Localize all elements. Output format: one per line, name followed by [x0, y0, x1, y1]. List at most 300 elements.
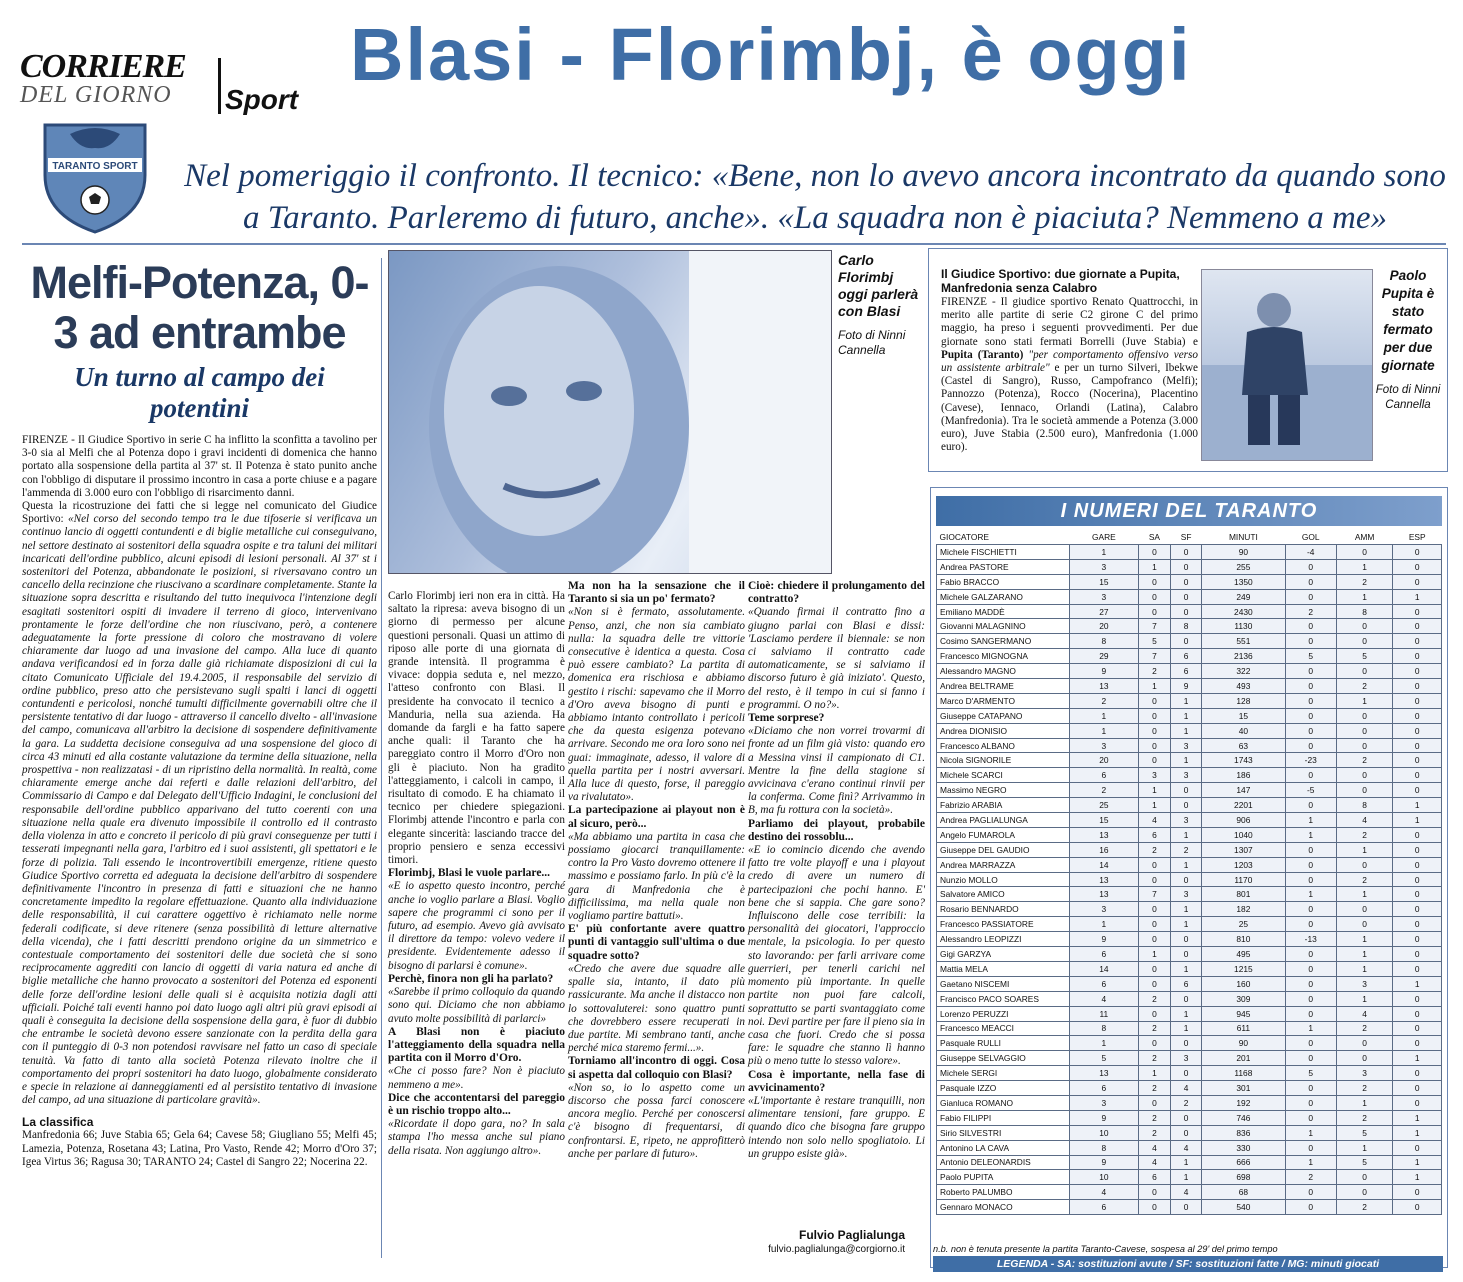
stat-cell: 0 [1171, 604, 1202, 619]
stat-cell: 1215 [1202, 961, 1286, 976]
giudice-text-bold: Pupita (Taranto) [941, 348, 1024, 361]
stats-column-header: SF [1180, 532, 1192, 542]
stats-row [937, 1006, 1442, 1021]
interview-question: La partecipazione ai playout non è al sicuro, però... [568, 804, 745, 830]
stat-cell: 7 [1138, 619, 1170, 634]
stats-row [937, 545, 1442, 560]
stat-cell: 0 [1138, 917, 1170, 932]
stats-row [937, 1185, 1442, 1200]
stat-cell: 1 [1171, 857, 1202, 872]
stat-cell: 2 [1336, 1021, 1393, 1036]
stat-cell: 0 [1393, 1200, 1442, 1215]
stat-cell: 20 [1070, 753, 1139, 768]
stats-row [937, 947, 1442, 962]
stat-cell: 2 [1336, 679, 1393, 694]
interview-answer: «L'importante è restare tranquilli, non alimentare tensioni, fare gruppo. E quando dico che bisogna fare gruppo intendo non solo nello spogliatoio. Li un gruppo esiste già». [748, 1094, 925, 1160]
stat-cell: 0 [1336, 664, 1393, 679]
stats-row [937, 634, 1442, 649]
stat-cell: 8 [1070, 1021, 1139, 1036]
player-name: Alessandro MAGNO [937, 664, 1070, 679]
stat-cell: 1 [1171, 917, 1202, 932]
stat-cell: 0 [1285, 976, 1336, 991]
stat-cell: 309 [1202, 991, 1286, 1006]
stat-cell: 2201 [1202, 798, 1286, 813]
stat-cell: 2 [1285, 604, 1336, 619]
stat-cell: 5 [1138, 634, 1170, 649]
masthead-divider [218, 58, 221, 114]
stat-cell: 2 [1336, 1110, 1393, 1125]
player-name: Michele SCARCI [937, 768, 1070, 783]
stats-table [936, 530, 1442, 1215]
stat-cell: 9 [1171, 679, 1202, 694]
stat-cell: 330 [1202, 1140, 1286, 1155]
player-name: Nicola SIGNORILE [937, 753, 1070, 768]
stat-cell: 0 [1138, 1006, 1170, 1021]
stat-cell: 255 [1202, 559, 1286, 574]
interview-question: Teme sorprese? [748, 712, 825, 725]
florimbj-photo [388, 250, 832, 574]
stat-cell: 1203 [1202, 857, 1286, 872]
stat-cell: 0 [1138, 693, 1170, 708]
stat-cell: 0 [1138, 738, 1170, 753]
player-name: Michele FISCHIETTI [937, 545, 1070, 560]
article-subtitle: Un turno al campo dei potentini [74, 362, 325, 423]
stat-cell: 2 [1336, 872, 1393, 887]
photo1-credit: Foto di Ninni Cannella [838, 328, 906, 357]
stat-cell: 0 [1285, 708, 1336, 723]
stat-cell: 0 [1171, 1125, 1202, 1140]
stat-cell: 0 [1171, 1066, 1202, 1081]
stat-cell: -23 [1285, 753, 1336, 768]
stat-cell: 0 [1171, 947, 1202, 962]
stat-cell: 2 [1138, 1021, 1170, 1036]
stat-cell: 906 [1202, 813, 1286, 828]
stat-cell: 9 [1070, 1110, 1139, 1125]
stat-cell: 0 [1138, 545, 1170, 560]
stat-cell: 2 [1138, 842, 1170, 857]
stat-cell: 0 [1393, 679, 1442, 694]
stat-cell: 2 [1336, 1200, 1393, 1215]
stat-cell: 0 [1285, 679, 1336, 694]
interview-answer: «Che ci posso fare? Non è piaciuto nemmeno a me». [388, 1065, 565, 1091]
stat-cell: 14 [1070, 857, 1139, 872]
stats-row [937, 574, 1442, 589]
stat-cell: 2 [1070, 783, 1139, 798]
stat-cell: 0 [1285, 768, 1336, 783]
stat-cell: 1 [1285, 813, 1336, 828]
stat-cell: 2 [1138, 1081, 1170, 1096]
interview-question: E' più confortante avere quattro punti di vantaggio sull'ultima o due squadre sotto? [568, 923, 745, 962]
player-name: Andrea MARRAZZA [937, 857, 1070, 872]
stats-title: I NUMERI DEL TARANTO [936, 496, 1442, 526]
stat-cell: 13 [1070, 872, 1139, 887]
stat-cell: 1 [1393, 1170, 1442, 1185]
stats-row [937, 1036, 1442, 1051]
stat-cell: 4 [1171, 1081, 1202, 1096]
stat-cell: 1 [1171, 902, 1202, 917]
stat-cell: 0 [1393, 1095, 1442, 1110]
interview-column-2 [568, 580, 745, 1161]
stats-row [937, 842, 1442, 857]
interview-question: Florimbj, Blasi le vuole parlare... [388, 867, 551, 880]
stat-cell: 1 [1393, 976, 1442, 991]
stat-cell: 0 [1393, 768, 1442, 783]
stat-cell: 1 [1336, 842, 1393, 857]
stat-cell: 0 [1285, 842, 1336, 857]
stat-cell: 182 [1202, 902, 1286, 917]
stat-cell: 1 [1336, 947, 1393, 962]
author-name: Fulvio Paglialunga [798, 1228, 905, 1242]
stats-row [937, 589, 1442, 604]
page-headline: Blasi - Florimbj, è oggi [350, 13, 1192, 96]
stat-cell: 2 [1171, 1095, 1202, 1110]
stat-cell: 0 [1393, 902, 1442, 917]
stats-row [937, 798, 1442, 813]
player-name: Giuseppe CATAPANO [937, 708, 1070, 723]
stat-cell: 2 [1336, 574, 1393, 589]
stats-row [937, 768, 1442, 783]
stat-cell: 0 [1393, 932, 1442, 947]
stat-cell: 5 [1336, 1125, 1393, 1140]
stat-cell: 1 [1285, 827, 1336, 842]
stats-column-header: MINUTI [1228, 532, 1258, 542]
player-name: Emiliano MADDÈ [937, 604, 1070, 619]
stats-row [937, 1170, 1442, 1185]
stats-row [937, 872, 1442, 887]
stat-cell: 301 [1202, 1081, 1286, 1096]
stat-cell: 1 [1336, 961, 1393, 976]
stat-cell: 6 [1070, 1081, 1139, 1096]
stat-cell: 1 [1070, 708, 1139, 723]
stat-cell: 0 [1171, 991, 1202, 1006]
stats-row [937, 664, 1442, 679]
stat-cell: 0 [1393, 693, 1442, 708]
interview-answer: «Non so, io lo aspetto come un discorso che possa farci conoscere ancora meglio. Perché per conoscersi c'è bisogno di frequentarsi, di confrontarsi. E, ripeto, ne approfitterò anche per parlare di futuro». [568, 1081, 745, 1160]
stat-cell: 2 [1138, 664, 1170, 679]
player-name: Gigi GARZYA [937, 947, 1070, 962]
stat-cell: 4 [1070, 991, 1139, 1006]
stat-cell: 1 [1171, 723, 1202, 738]
stat-cell: 2 [1285, 1170, 1336, 1185]
stat-cell: 746 [1202, 1110, 1286, 1125]
stats-row [937, 1021, 1442, 1036]
stats-header-row [937, 530, 1442, 545]
stat-cell: 0 [1138, 902, 1170, 917]
stat-cell: 25 [1070, 798, 1139, 813]
column-rule [381, 258, 382, 1258]
stat-cell: 2 [1070, 693, 1139, 708]
player-name: Francesco MIGNOGNA [937, 649, 1070, 664]
stat-cell: 1170 [1202, 872, 1286, 887]
stat-cell: 0 [1138, 976, 1170, 991]
stat-cell: 3 [1138, 768, 1170, 783]
masthead-line2: DEL GIORNO [20, 82, 172, 108]
photo2-caption [1375, 267, 1441, 413]
stat-cell: 1 [1285, 1021, 1336, 1036]
stats-row [937, 1200, 1442, 1215]
stat-cell: 540 [1202, 1200, 1286, 1215]
stat-cell: 6 [1138, 1170, 1170, 1185]
stat-cell: 666 [1202, 1155, 1286, 1170]
stat-cell: 0 [1393, 887, 1442, 902]
interview-question: Dice che accontentarsi del pareggio è un rischio troppo alto... [388, 1091, 565, 1117]
stat-cell: 0 [1285, 693, 1336, 708]
stat-cell: 2 [1336, 1081, 1393, 1096]
giudice-text [941, 296, 1198, 454]
stat-cell: 836 [1202, 1125, 1286, 1140]
stat-cell: 1 [1285, 1125, 1336, 1140]
interview-answer: «Ma abbiamo una partita in casa che possiamo giocarci tranquillamente: contro la Pro Vasto dovremo ottenere il massimo e possiamo farlo. In più c'è la gara di Manfredonia che è difficilissima, ma nella quale non vogliamo partire battuti». [568, 830, 745, 923]
stat-cell: 0 [1285, 947, 1336, 962]
stat-cell: 0 [1393, 559, 1442, 574]
stat-cell: 1 [1138, 798, 1170, 813]
stat-cell: 3 [1171, 887, 1202, 902]
stats-row [937, 813, 1442, 828]
player-name: Alessandro LEOPIZZI [937, 932, 1070, 947]
stat-cell: 611 [1202, 1021, 1286, 1036]
stats-row [937, 1081, 1442, 1096]
stats-row [937, 961, 1442, 976]
player-name: Mattia MELA [937, 961, 1070, 976]
interview-question: Cioè: chiedere il prolungamento del contratto? [748, 580, 925, 606]
stat-cell: -4 [1285, 545, 1336, 560]
stats-column-header: ESP [1408, 532, 1426, 542]
photo2-caption-text: Paolo Pupita è stato fermato per due giornate [1381, 268, 1435, 373]
giudice-text-italic: "per comportamento offensivo verso un assistente arbitrale" [941, 348, 1198, 375]
player-name: Massimo NEGRO [937, 783, 1070, 798]
stat-cell: 0 [1285, 738, 1336, 753]
player-name: Gianluca ROMANO [937, 1095, 1070, 1110]
player-name: Michele SERGI [937, 1066, 1070, 1081]
stats-column-header: GIOCATORE [939, 532, 989, 542]
player-name: Sirio SILVESTRI [937, 1125, 1070, 1140]
player-name: Roberto PALUMBO [937, 1185, 1070, 1200]
stat-cell: 15 [1070, 574, 1139, 589]
stat-cell: 0 [1285, 798, 1336, 813]
stat-cell: 0 [1285, 1051, 1336, 1066]
stats-row [937, 679, 1442, 694]
stat-cell: 4 [1138, 813, 1170, 828]
stat-cell: 63 [1202, 738, 1286, 753]
stat-cell: 551 [1202, 634, 1286, 649]
stat-cell: 249 [1202, 589, 1286, 604]
stat-cell: 0 [1285, 857, 1336, 872]
player-name: Andrea PASTORE [937, 559, 1070, 574]
interview-answer: «Non si è fermato, assolutamente. Penso, anzi, che non sia cambiato nulla: la squadra delle tre vittorie consecutive è identica a questa. Cosa può essere cambiato? La partita di domenica era rischiosa e abbiamo gestito i rischi: sapevamo che il Morro d'Oro aveva bisogno di punti e abbiamo intanto controllato i pericoli che da questa esigenza potevano arrivare. Secondo me ora loro sono nei guai: immaginate, adesso, il valore di quella partita per i nostri avversari. Alla luce di questo, forse, il pareggio va rivalutato». [568, 606, 745, 804]
stats-row [937, 827, 1442, 842]
stat-cell: 8 [1070, 634, 1139, 649]
player-name: Gennaro MONACO [937, 1200, 1070, 1215]
stat-cell: 0 [1285, 1140, 1336, 1155]
stat-cell: 2 [1138, 1110, 1170, 1125]
stat-cell: 0 [1393, 947, 1442, 962]
stats-row [937, 1125, 1442, 1140]
stats-row [937, 1066, 1442, 1081]
stat-cell: 0 [1393, 1081, 1442, 1096]
article-paragraph-2-intro: Questa la ricostruzione dei fatti che si legge nel comunicato del Giudice Sportivo: [22, 500, 377, 526]
interview-answer: «Quando firmai il contratto fino a giugno parlai con Blasi e dissi: 'Lasciamo perdere il biennale: se non ci salviamo il contratto cade automaticamente, se si salviamo il discorso futuro è già iniziato'. Questo, del resto, è il tempo in cui si fanno i programmi. O no?». [748, 606, 925, 711]
stat-cell: 90 [1202, 545, 1286, 560]
article-paragraph-1: FIRENZE - Il Giudice Sportivo in serie C ha inflitto la sconfitta a tavolino per 3-0 sia al Melfi che al Potenza dopo i gravi incidenti di domenica che hanno portato alla sospensione della partita al 37' st. Il Potenza è stato punito anche con l'obbligo di disputare il prossimo incontro in casa a porte chiuse e a pagare l'ammenda di 3.000 euro con l'obbligo di risarcimento danni. [22, 434, 377, 499]
stat-cell: 0 [1393, 649, 1442, 664]
shield-label: TARANTO SPORT [52, 161, 138, 172]
stats-row [937, 932, 1442, 947]
stats-column-header: GARE [1092, 532, 1116, 542]
stat-cell: 1 [1336, 887, 1393, 902]
stat-cell: 6 [1138, 827, 1170, 842]
player-name: Andrea BELTRAME [937, 679, 1070, 694]
stat-cell: 1 [1393, 1110, 1442, 1125]
stat-cell: 5 [1285, 649, 1336, 664]
stat-cell: 0 [1393, 664, 1442, 679]
stat-cell: 1 [1171, 961, 1202, 976]
player-name: Giuseppe SELVAGGIO [937, 1051, 1070, 1066]
stat-cell: 3 [1070, 589, 1139, 604]
player-name: Andrea PAGLIALUNGA [937, 813, 1070, 828]
stats-body [937, 545, 1442, 1215]
stat-cell: 27 [1070, 604, 1139, 619]
stat-cell: 0 [1336, 768, 1393, 783]
subheadline: Nel pomeriggio il confronto. Il tecnico: «Bene, non lo avevo ancora incontrato da quando sono a Taranto. Parleremo di futuro, anche». «La squadra non è piaciuta? Nemmeno a me» [184, 158, 1446, 236]
stat-cell: 192 [1202, 1095, 1286, 1110]
stat-cell: 322 [1202, 664, 1286, 679]
stat-cell: 0 [1138, 1185, 1170, 1200]
stats-row [937, 1155, 1442, 1170]
stat-cell: 801 [1202, 887, 1286, 902]
stats-row [937, 708, 1442, 723]
stat-cell: 0 [1393, 545, 1442, 560]
player-name: Francesco MEACCI [937, 1021, 1070, 1036]
stat-cell: 201 [1202, 1051, 1286, 1066]
stat-cell: 0 [1336, 917, 1393, 932]
stat-cell: 6 [1070, 947, 1139, 962]
stat-cell: 0 [1138, 1036, 1170, 1051]
stat-cell: 0 [1393, 619, 1442, 634]
article-body [22, 434, 377, 1107]
stat-cell: 0 [1171, 783, 1202, 798]
stat-cell: 0 [1285, 634, 1336, 649]
player-name: Rosario BENNARDO [937, 902, 1070, 917]
stat-cell: 1350 [1202, 574, 1286, 589]
stat-cell: -13 [1285, 932, 1336, 947]
stat-cell: 1 [1336, 1095, 1393, 1110]
stat-cell: 40 [1202, 723, 1286, 738]
stat-cell: 128 [1202, 693, 1286, 708]
article-paragraph-2 [22, 500, 377, 1107]
stat-cell: 3 [1336, 976, 1393, 991]
stat-cell: 29 [1070, 649, 1139, 664]
stat-cell: 6 [1070, 1200, 1139, 1215]
stats-row [937, 559, 1442, 574]
top-rule [22, 243, 1446, 245]
interview-question: Perchè, finora non gli ha parlato? [388, 972, 554, 985]
stat-cell: -5 [1285, 783, 1336, 798]
stat-cell: 0 [1171, 545, 1202, 560]
stat-cell: 3 [1171, 1051, 1202, 1066]
stat-cell: 698 [1202, 1170, 1286, 1185]
classifica-text: Manfredonia 66; Juve Stabia 65; Gela 64; Cavese 58; Giugliano 55; Melfi 45; Lamezia, Potenza, Rosetana 43; Latina, Pro Vasto, Rende 42; Morro d'Oro 37; Igea Virtus 36; Ragusa 30; TARANTO 24; Castel di Sangro 22; Nocerina 22. [22, 1129, 377, 1168]
stat-cell: 0 [1285, 1095, 1336, 1110]
stat-cell: 15 [1202, 708, 1286, 723]
stats-legend: LEGENDA - SA: sostituzioni avute / SF: sostituzioni fatte / MG: minuti giocati [933, 1256, 1443, 1272]
stat-cell: 0 [1336, 1170, 1393, 1185]
interview-question: Ma non ha la sensazione che il Taranto si sia un po' fermato? [568, 580, 745, 606]
stat-cell: 0 [1285, 1110, 1336, 1125]
masthead-line1: CORRIERE [20, 48, 186, 85]
article-paragraph-2-quote: «Nel corso del secondo tempo tra le due tifoserie si verificava un continuo lancio di oggetti contundenti e di biglie metalliche cui conseguivano, nel settore destinato ai sostenitori della squadra ospite e tra taluni dei militari incaricati dell'ordine pubblico, alcuni episodi di lesioni personali. Al 37' st i sostenitori del Potenza, abbandonate le posizioni, si riversavano contro un cancello della recinzione che riuscivano a scardinare completamente. Stante la situazione sopra descritta e risultando del tutto inequivoca l'intenzione degli esagitati sostenitori ospiti di invadere il terreno di gioco, intervenivano prontamente le forze dell'ordine che non riuscivano, però, a contenere adeguatamente la forte pressione di coloro che mostravano di volere chiaramente dar luogo ad una invasione del campo. Alla luce di quanto andava verificandosi ed in forza dalle già richiamate disposizioni di cui la citato Comunicato Ufficiale del 19.4.2005, il responsabile del servizio di ordine pubblico, preso atto che persistevano sugli spalti i lanci di oggetti contundenti e pericolosi, nonché tumulti difficilmente governabili oltre che il persistente tentativo di dar luogo - attraverso il cancello divelto - all'invasione del campo, comunicava all'arbitro la decisione di sospendere definitivamente la gara. La suddetta decisione conseguiva ad una sospensione del gioco di circa 43 minuti ed alla costante valutazione da termine della situazione, nella prospettiva - non realizzatasi - di un ripristino della normalità. In realtà, come chiaramente emerge anche dai referti e dalle relazioni dell'arbitro, del Commissario di Campo e dal Delegato dell'Ufficio Indagini, le conclusioni del responsabile dell'ordine pubblico apparivano del tutto coerenti con una situazione nella quale era divenuto impossibile il controllo ed il contrasto della violenza in atto e concreto il pericolo di più gravi conseguenze per tutti i tesserati impegnanti nella gara, l'arbitro ed i suoi assistenti, gli spettatori e le forze di polizia. Tali essendo le incontrovertibili emergenze, ritiene questo Giudice Sportivo corretta ed adeguata la decisione dell'arbitro di sospendere definitivamente l'incontro in presenza di fatti e situazioni che ne hanno concretamente impedito la regolare effettuazione. Quanto alla individuazione delle responsabilità, il cui carattere oggettivo è richiamato nelle norme federali codificate, si deve ritenere (senza possibilità di letture alternative della vicenda), che i fatti descritti prendono origine da un simmetrico e contestuale comportamento dei sostenitori delle due società che si sono reciprocamente aggrediti con lancio di oggetti di varia natura ed anche di biglie metalliche che hanno provocato a sostenitori del Potenza ed esponenti delle forze dell'ordine lesioni delle quali si è acquisita notizia dagli atti ufficiali. Poiché tali eventi hanno poi dato luogo agli altri più gravi episodi ai quali è conseguita la decisione della sospensione della gara, è fuor di dubbio che entrambe le società devono essere sanzionate con la perdita della gara con il punteggio di 0-3 non potendosi ravvisare nel fatto un caso di speciale tenuità. Va fatto di tanto alla società Potenza rilevato inoltre che il comportamento dei propri sostenitori ha dato luogo, globalmente considerato e specie in relazione ai danneggiamenti ed al persistito tentativo di invasione del campo, ad una situazione di particolare gravità». [22, 513, 377, 1107]
player-name: Antonio DELEONARDIS [937, 1155, 1070, 1170]
masthead-section: Sport [225, 84, 299, 115]
stat-cell: 1 [1336, 589, 1393, 604]
stat-cell: 1 [1070, 545, 1139, 560]
stat-cell: 495 [1202, 947, 1286, 962]
stat-cell: 9 [1070, 1155, 1139, 1170]
stat-cell: 0 [1336, 634, 1393, 649]
stat-cell: 6 [1171, 649, 1202, 664]
stat-cell: 1 [1285, 887, 1336, 902]
stat-cell: 0 [1393, 1066, 1442, 1081]
stat-cell: 1 [1138, 679, 1170, 694]
stat-cell: 1 [1070, 917, 1139, 932]
stat-cell: 5 [1336, 1155, 1393, 1170]
stat-cell: 0 [1336, 1051, 1393, 1066]
stat-cell: 0 [1393, 723, 1442, 738]
interview-question: Parliamo dei playout, probabile destino dei rossoblu... [748, 817, 925, 843]
stat-cell: 6 [1171, 976, 1202, 991]
stat-cell: 0 [1285, 991, 1336, 1006]
stat-cell: 0 [1336, 545, 1393, 560]
stat-cell: 3 [1070, 738, 1139, 753]
stats-row [937, 753, 1442, 768]
stat-cell: 0 [1393, 827, 1442, 842]
stats-row [937, 649, 1442, 664]
stat-cell: 1 [1070, 723, 1139, 738]
stat-cell: 0 [1138, 872, 1170, 887]
player-name: Pasquale IZZO [937, 1081, 1070, 1096]
stat-cell: 1 [1393, 813, 1442, 828]
stat-cell: 0 [1138, 1095, 1170, 1110]
stat-cell: 13 [1070, 887, 1139, 902]
stats-row [937, 887, 1442, 902]
stat-cell: 0 [1285, 902, 1336, 917]
stat-cell: 493 [1202, 679, 1286, 694]
stat-cell: 0 [1393, 738, 1442, 753]
stat-cell: 0 [1171, 1036, 1202, 1051]
stats-row [937, 693, 1442, 708]
interview-question: Cosa è importante, nella fase di avvicinamento? [748, 1068, 925, 1094]
stat-cell: 0 [1285, 872, 1336, 887]
photo2-credit: Foto di Ninni Cannella [1375, 384, 1441, 411]
stat-cell: 7 [1138, 887, 1170, 902]
stat-cell: 0 [1285, 559, 1336, 574]
stat-cell: 1130 [1202, 619, 1286, 634]
stat-cell: 0 [1138, 753, 1170, 768]
stat-cell: 810 [1202, 932, 1286, 947]
stat-cell: 4 [1336, 813, 1393, 828]
stat-cell: 0 [1336, 783, 1393, 798]
stat-cell: 0 [1336, 619, 1393, 634]
stat-cell: 0 [1393, 574, 1442, 589]
interview-question: Torniamo all'incontro di oggi. Cosa si aspetta dal colloquio con Blasi? [568, 1055, 745, 1081]
stat-cell: 8 [1336, 798, 1393, 813]
stat-cell: 9 [1070, 932, 1139, 947]
stat-cell: 4 [1138, 1140, 1170, 1155]
stat-cell: 2 [1336, 827, 1393, 842]
stat-cell: 25 [1202, 917, 1286, 932]
stat-cell: 10 [1070, 1125, 1139, 1140]
stat-cell: 20 [1070, 619, 1139, 634]
stats-row [937, 917, 1442, 932]
